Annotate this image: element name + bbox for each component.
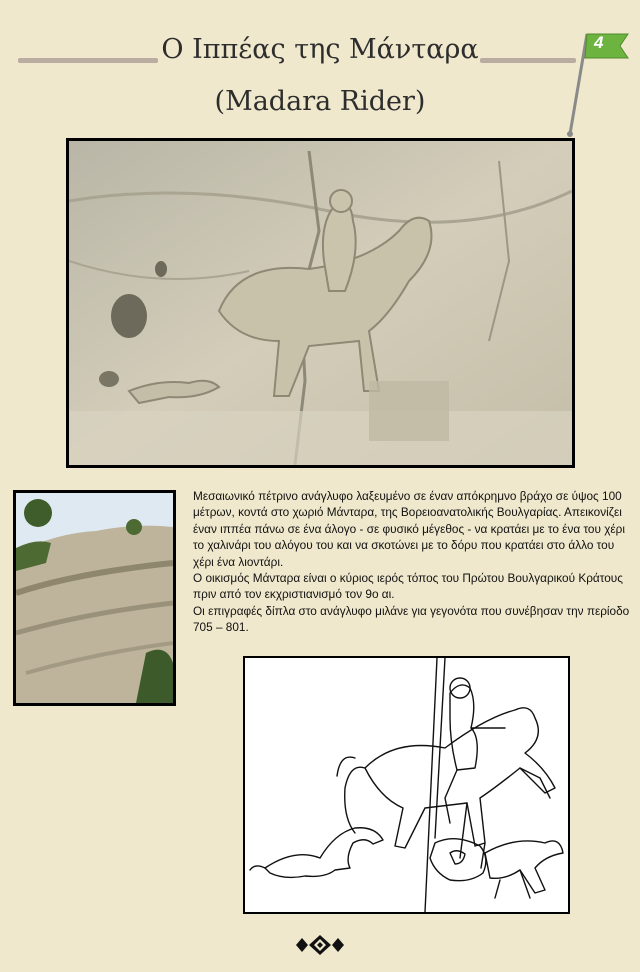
title-rule-left	[18, 58, 158, 63]
relief-line-drawing	[243, 656, 570, 914]
description-paragraph: Ο οικισμός Μάνταρα είναι ο κύριος ιερός τόπος του Πρώτου Βουλγαρικού Κράτους πριν από τον εκχριστιανισμό τον 9ο αι.	[193, 571, 623, 602]
page-subtitle: (Madara Rider)	[214, 86, 426, 117]
cliff-image	[16, 493, 173, 703]
description-paragraph: Μεσαιωνικό πέτρινο ανάγλυφο λαξευμένο σε έναν απόκρημνο βράχο σε ύψος 100 μέτρων, κοντά στο χωριό Μάνταρα, της Βορειοανατολικής Βουλγαρίας. Απεικονίζει έναν ιππέα πάνω σε ένα άλογο - σε φυσικό μέγεθος - να κρατάει με το ένα του χέρι το χαλινάρι του αλόγου του και να σκοτώνει με το δόρυ που κρατάει στο άλλο του χέρι ένα λιοντάρι.	[193, 489, 626, 569]
ornament-icon	[296, 934, 344, 956]
decorative-ornament	[296, 934, 344, 956]
page-title: Ο Ιππέας της Μάνταρα	[161, 34, 479, 65]
madara-cliff-photo	[13, 490, 176, 706]
rider-sketch-image	[245, 658, 568, 912]
madara-rider-relief-photo	[66, 138, 575, 468]
description-paragraph: Οι επιγραφές δίπλα στο ανάγλυφο μιλάνε για γεγονότα που συνέβησαν την περίοδο 705 – 801.	[193, 603, 630, 635]
description-text	[193, 488, 637, 636]
page-number-flag	[560, 30, 640, 150]
page-number: 4	[594, 33, 604, 52]
relief-image	[69, 141, 572, 465]
